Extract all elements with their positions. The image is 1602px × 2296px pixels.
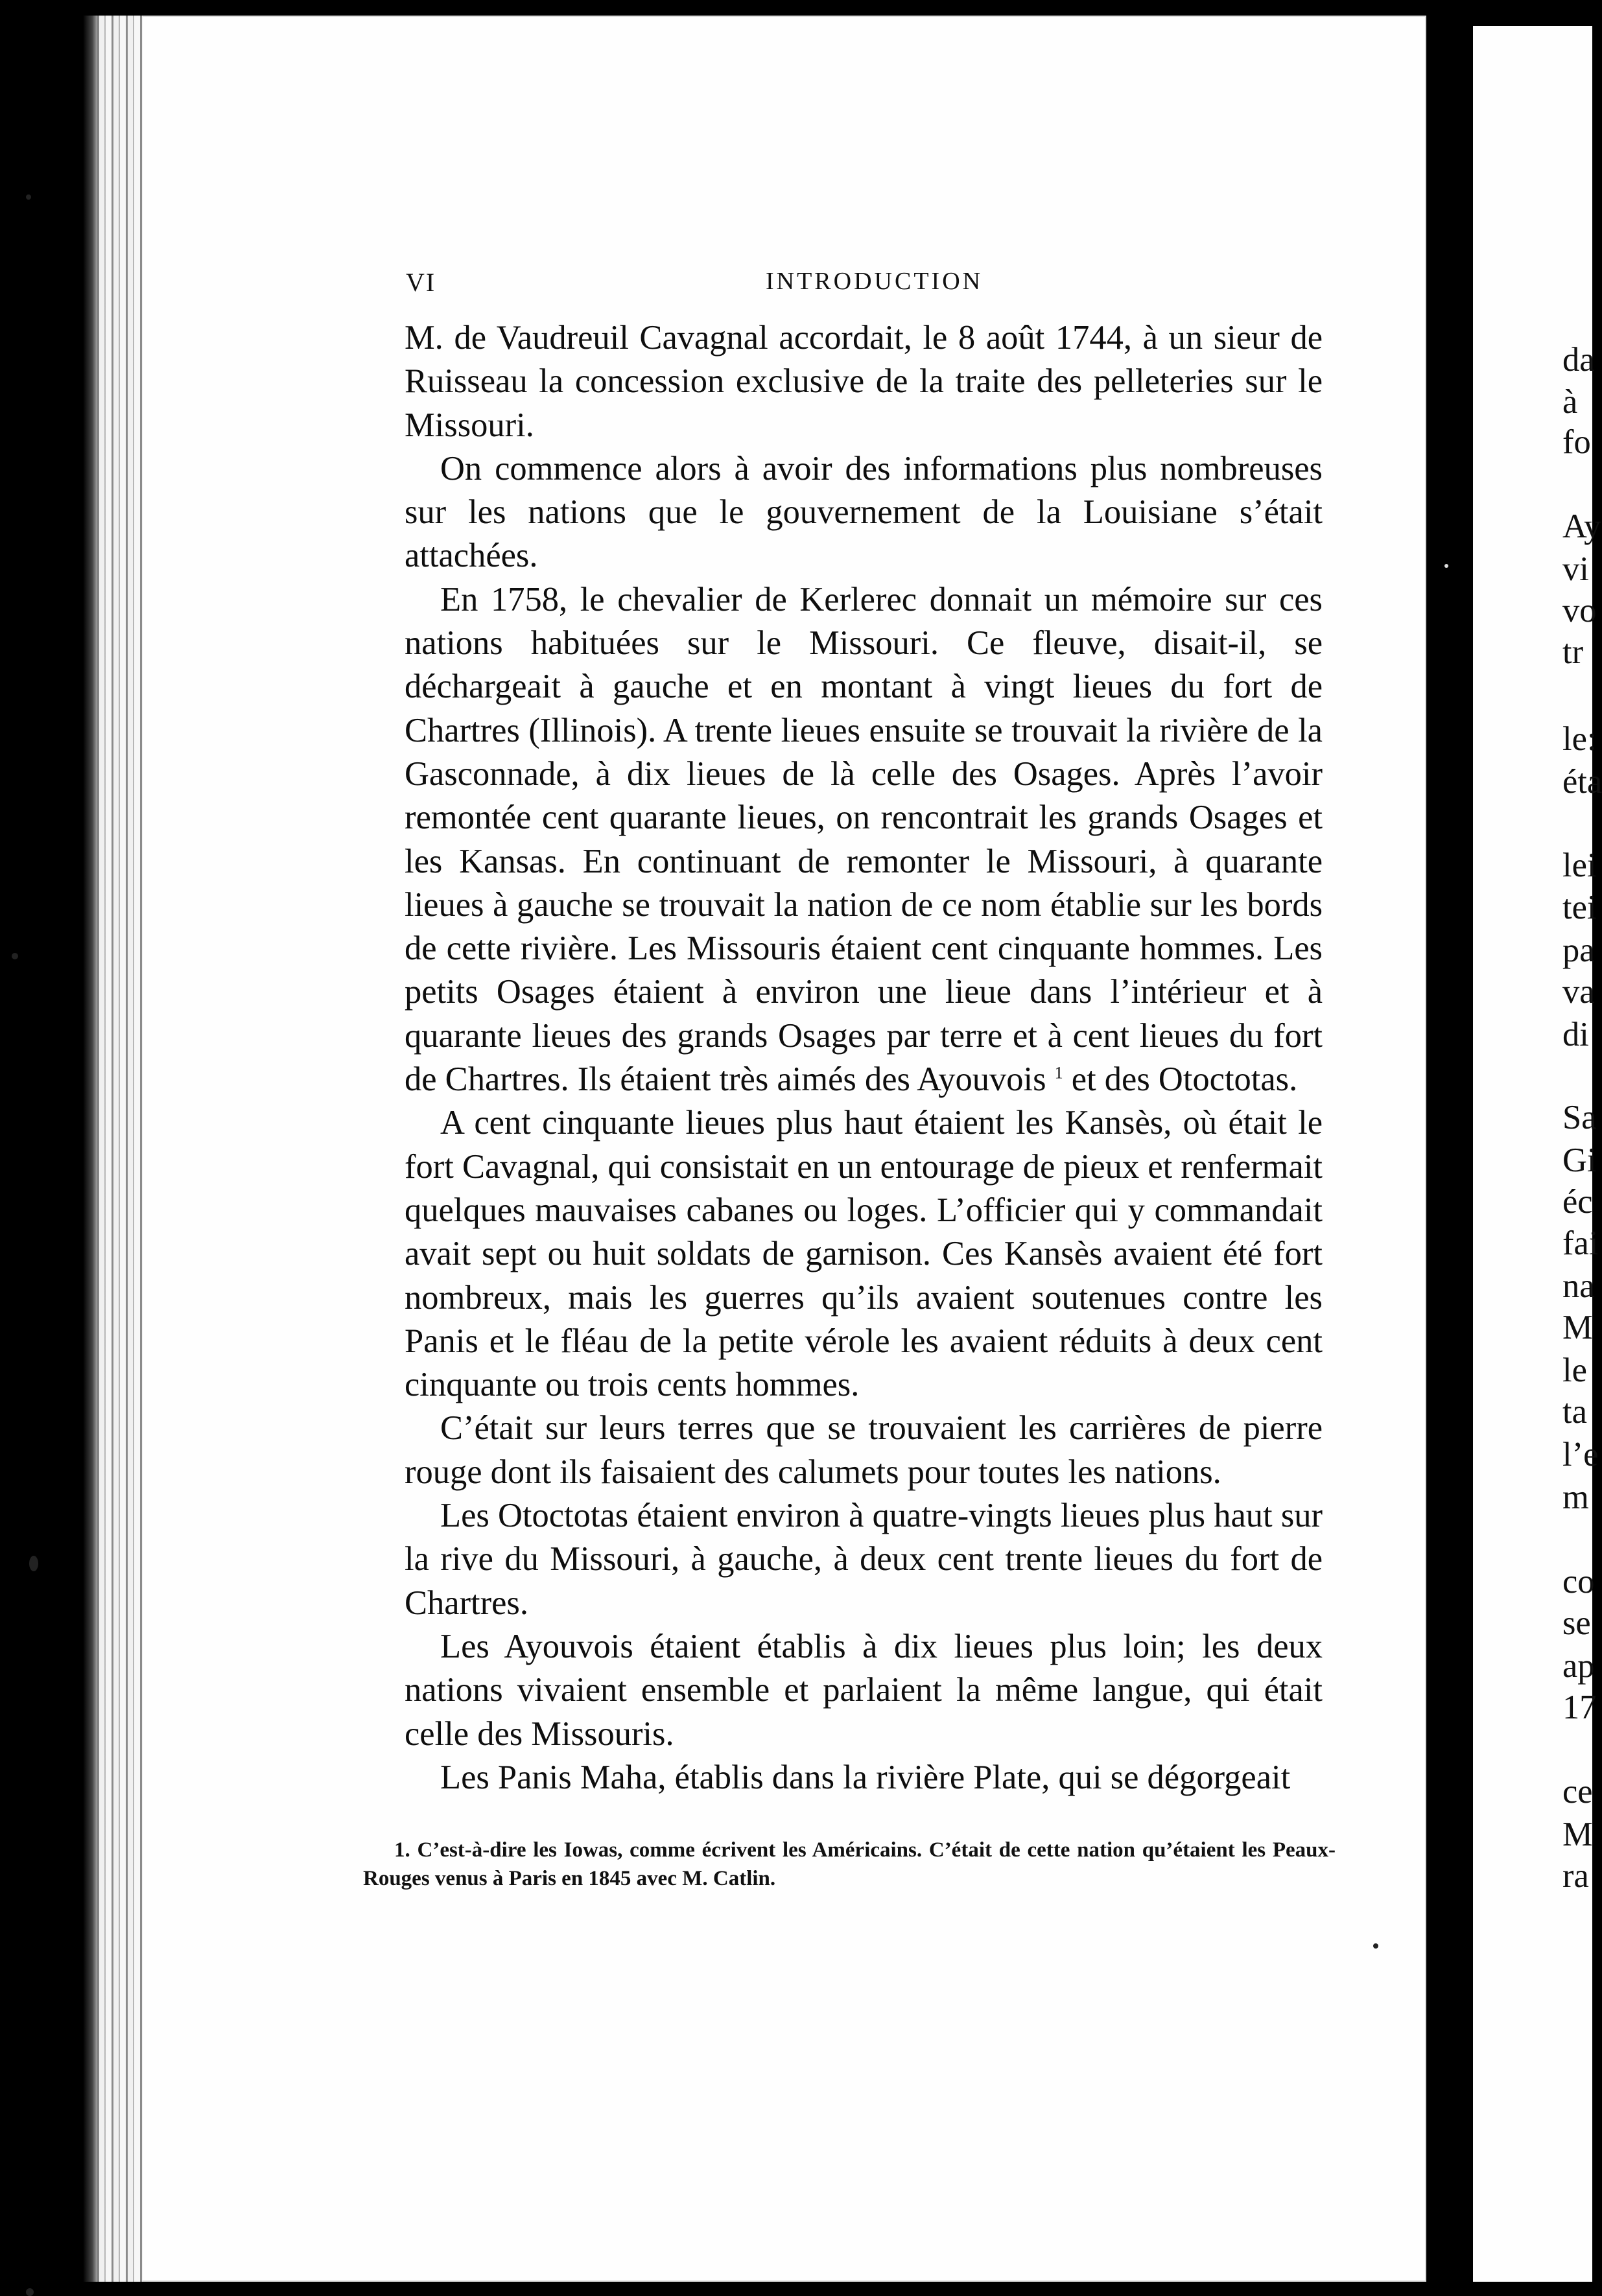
body-text xyxy=(405,316,1323,1799)
facing-page-fragment: Gi xyxy=(1562,1142,1597,1179)
facing-page-fragment: lei xyxy=(1562,847,1597,884)
facing-page-fragment: vi xyxy=(1562,550,1589,588)
running-head xyxy=(406,267,1326,306)
facing-page-fragment: tei xyxy=(1562,889,1597,926)
paragraph-2: On commence alors à avoir des informations plus nombreuses sur les nations que le gouvernement de la Louisiane s’était attachées. xyxy=(405,449,1323,575)
facing-page-fragment: ce xyxy=(1562,1773,1593,1810)
facing-page-fragment: éta xyxy=(1562,763,1602,801)
facing-page-fragment: di xyxy=(1562,1016,1589,1053)
paragraph-8: Les Panis Maha, établis dans la rivière Plate, qui se dégorgeait xyxy=(440,1758,1291,1796)
scan-speck xyxy=(1373,1943,1378,1949)
facing-page-fragment: na xyxy=(1562,1267,1595,1305)
facing-page-fragment: m xyxy=(1562,1479,1589,1516)
facing-page-fragment: ap xyxy=(1562,1647,1595,1685)
facing-page-fragment: fai xyxy=(1562,1224,1599,1262)
facing-page-fragment: Sa xyxy=(1562,1099,1597,1136)
facing-page-fragment: 17 xyxy=(1562,1689,1597,1726)
facing-page-fragment: co xyxy=(1562,1563,1595,1600)
paragraph-3-text: En 1758, le chevalier de Kerlerec donnait un mémoire sur ces nations habituées sur le Missouri. Ce fleuve, disait-il, se déchargeait à gauche et en montant à vingt lieues du fort de Chartres (Illinois). A trente lieues ensuite se trouvait la rivière de la Gasconnade, à dix lieues de là celle des Osages. Après l’avoir remontée cent quarante lieues, on rencontrait les grands Osages et les Kansas. En continuant de remonter le Missouri, à quarante lieues à gauche se trouvait la nation de ce nom établie sur les bords de cette rivière. Les Missouris étaient cent cinquante hommes. Les petits Osages étaient à environ une lieue dans l’intérieur et à quarante lieues des grands Osages par terre et à cent lieues du fort de Chartres. Ils étaient très aimés des Ayouvois xyxy=(405,580,1323,1099)
facing-page-fragment: da xyxy=(1562,341,1595,379)
facing-page-fragment: va xyxy=(1562,973,1595,1011)
facing-page-fragment: fo xyxy=(1562,423,1591,461)
scan-speck xyxy=(12,953,18,959)
facing-page-fragment: vo xyxy=(1562,592,1597,629)
paragraph-4: A cent cinquante lieues plus haut étaient les Kansès, où était le fort Cavagnal, qui consistait en un entourage de pieux et renfermait quelques mauvaises cabanes ou loges. L’officier qui y commandait avait sept ou huit soldats de garnison. Ces Kansès avaient été fort nombreux, mais les guerres qu’ils avaient soutenues contre les Panis et le fléau de la petite vérole les avaient réduits à deux cent cinquante ou trois cents hommes. xyxy=(405,1104,1323,1404)
paragraph-7: Les Ayouvois étaient établis à dix lieues plus loin; les deux nations vivaient ensemble et parlaient la même langue, qui était celle des Missouris. xyxy=(405,1627,1323,1753)
scan-border-gap xyxy=(1426,0,1473,2282)
paragraph-3-tail: et des Otoctotas. xyxy=(1071,1060,1298,1099)
facing-page-fragment: M xyxy=(1562,1816,1593,1853)
facing-page-fragment: le xyxy=(1562,1352,1587,1389)
facing-page-fragment: ra xyxy=(1562,1857,1589,1895)
running-head-title: INTRODUCTION xyxy=(766,268,984,295)
binding-shadow xyxy=(83,16,99,2282)
paragraph-1: M. de Vaudreuil Cavagnal accordait, le 8 août 1744, à un sieur de Ruisseau la concession exclusive de la traite des pelleteries sur le Missouri. xyxy=(405,319,1323,444)
paragraph-3 xyxy=(405,578,1323,1102)
facing-page-fragment: Ay xyxy=(1562,508,1601,545)
page-gutter xyxy=(97,16,143,2282)
facing-page-fragment: à xyxy=(1562,383,1578,421)
scan-speck xyxy=(1444,564,1448,568)
facing-page-fragment: M xyxy=(1562,1309,1593,1346)
page-number: VI xyxy=(406,268,436,297)
scan-speck xyxy=(26,2288,34,2296)
facing-page-fragment: le: xyxy=(1562,720,1597,758)
footnote-text: C’est-à-dire les Iowas, comme écrivent les Américains. C’était de cette nation qu’étaient les Peaux-Rouges venus à Paris en 1845 avec M. Catlin. xyxy=(363,1838,1336,1890)
scan-speck xyxy=(26,194,31,200)
footnote xyxy=(363,1836,1336,1893)
footnote-number: 1. xyxy=(394,1838,410,1862)
footnote-marker[interactable]: 1 xyxy=(1054,1063,1063,1083)
facing-page-fragment: tr xyxy=(1562,633,1584,671)
facing-page-fragment: ta xyxy=(1562,1393,1587,1431)
facing-page-fragment: éc xyxy=(1562,1183,1593,1221)
paragraph-5: C’était sur leurs terres que se trouvaient les carrières de pierre rouge dont ils faisaient des calumets pour toutes les nations. xyxy=(405,1409,1323,1491)
facing-page-fragment: l’e xyxy=(1562,1436,1599,1473)
scan-speck xyxy=(29,1556,38,1571)
facing-page-fragment: pa xyxy=(1562,931,1595,969)
facing-page-fragment: se xyxy=(1562,1604,1591,1642)
paragraph-6: Les Otoctotas étaient environ à quatre-vingts lieues plus haut sur la rive du Missouri, à gauche, à deux cent trente lieues du fort de Chartres. xyxy=(405,1497,1323,1622)
